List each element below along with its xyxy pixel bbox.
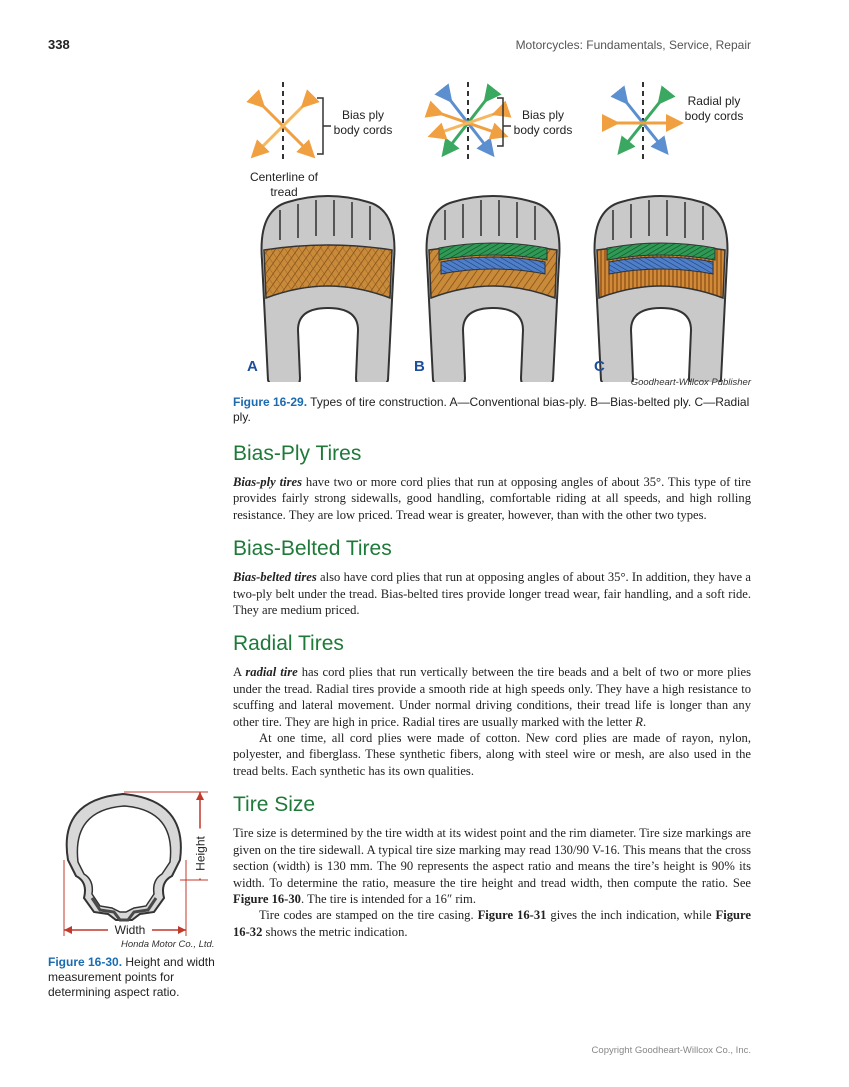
figure-16-29 — [233, 82, 753, 382]
caption-text-16-30: Height and width measurement points for determining aspect ratio. — [48, 955, 215, 999]
bias-belted-text: also have cord plies that run at opposing angles of about 35°. In addition, they have a two-ply belt under the tread. Bias-belted tires provide longer tread wear, fair handling, and a soft ride. They are medium priced. — [233, 570, 751, 618]
label-width: Width — [108, 923, 152, 938]
ref-figure-16-32: Figure 16-32 — [233, 908, 751, 939]
paragraph-tire-size-1 — [233, 825, 751, 907]
figure-16-30-credit: Honda Motor Co., Ltd. — [121, 939, 215, 950]
paragraph-tire-size-2 — [233, 907, 751, 940]
tire-codes-text-2: gives the inch indication, while — [546, 908, 716, 923]
caption-text: Types of tire construction. A—Conventional bias-ply. B—Bias-belted ply. C—Radial ply. — [233, 395, 750, 424]
radial-text: has cord plies that run vertically between the tire beads and a belt of two or more plies under the tread. Radial tires provide a smooth ride at high speeds only. They have a high resistance to scuffing and lateral movement. Under normal driving conditions, their tread life is longer than any other tire. They are high in price. Radial tires are usually marked with the letter — [233, 665, 751, 729]
figure-16-30-caption — [48, 955, 223, 1000]
label-height: Height — [194, 829, 209, 879]
figure-number-16-30: Figure 16-30. — [48, 955, 123, 969]
term-bias-ply: Bias-ply tires — [233, 475, 302, 489]
running-header: Motorcycles: Fundamentals, Service, Repair — [515, 38, 751, 52]
tire-height-width-illustration — [48, 780, 218, 940]
tire-cross-section-a — [262, 196, 395, 382]
figure-number: Figure 16-29. — [233, 395, 308, 409]
bias-ply-cord-diagram-a — [257, 82, 331, 160]
label-centerline: Centerline of tread — [249, 170, 319, 199]
heading-bias-ply: Bias-Ply Tires — [233, 442, 362, 465]
term-radial: radial tire — [245, 665, 298, 680]
paragraph-radial-2: At one time, all cord plies were made of cotton. New cord plies are made of rayon, nylon, polyester, and fiberglass. These synthetic fibers, along with steel wire or mesh, are also used in the tread belts. Each synthetic has its own qualities. — [233, 731, 751, 778]
main-column — [233, 442, 751, 940]
heading-radial: Radial Tires — [233, 632, 344, 656]
bias-belted-cord-diagram-b — [436, 82, 511, 162]
panel-label-a: A — [247, 358, 258, 375]
tire-size-text-2: . The tire is intended for a 16″ rim. — [300, 891, 476, 906]
heading-tire-size: Tire Size — [233, 793, 316, 817]
heading-bias-belted: Bias-Belted Tires — [233, 537, 392, 561]
letter-r: R — [635, 714, 643, 729]
panel-label-b: B — [414, 358, 425, 375]
paragraph-bias-belted — [233, 569, 751, 618]
copyright-footer: Copyright Goodheart-Willcox Co., Inc. — [591, 1045, 751, 1056]
radial-intro: A — [233, 665, 246, 680]
ref-figure-16-31: Figure 16-31 — [477, 908, 547, 923]
figure-16-29-credit: Goodheart-Willcox Publisher — [630, 377, 751, 388]
tire-codes-text-1: Tire codes are stamped on the tire casing. — [259, 908, 478, 923]
tire-cross-section-c — [595, 196, 728, 382]
tire-codes-text-3: shows the metric indication. — [262, 924, 408, 939]
label-bias-ply-a: Bias ply body cords — [333, 108, 393, 137]
tire-cross-section-b — [427, 196, 560, 382]
tire-construction-illustration — [233, 82, 753, 382]
paragraph-bias-ply — [233, 474, 751, 523]
term-bias-belted: Bias-belted tires — [233, 570, 317, 585]
panel-label-c: C — [594, 358, 605, 375]
figure-16-29-caption — [233, 395, 751, 425]
bias-ply-text: have two or more cord plies that run at opposing angles of about 35°. This type of tire provides fairly strong sidewalls, good handling, comfortable riding at all speeds, and high rolling resistance. They are low priced. Tread wear is greater, however, than with the other two types. — [233, 475, 751, 522]
tire-size-text-1: Tire size is determined by the tire width at its widest point and the rim diameter. Tire size markings are given on the tire sidewall. A typical tire size marking may read 130/90 V-16. This means that the cross section (width) is 130 mm. The 90 represents the aspect ratio and means the tire’s height is 90% its width. To determine the ratio, measure the tire height and tread width, then compute the ratio. See — [233, 826, 751, 890]
page-number: 338 — [48, 37, 70, 52]
label-radial-ply: Radial ply body cords — [684, 94, 744, 123]
ref-figure-16-30: Figure 16-30 — [233, 891, 301, 906]
figure-16-30 — [48, 780, 218, 940]
radial-text-end: . — [642, 714, 647, 729]
radial-cord-diagram-c — [611, 82, 675, 162]
paragraph-radial-1 — [233, 664, 751, 730]
label-bias-ply-b: Bias ply body cords — [513, 108, 573, 137]
